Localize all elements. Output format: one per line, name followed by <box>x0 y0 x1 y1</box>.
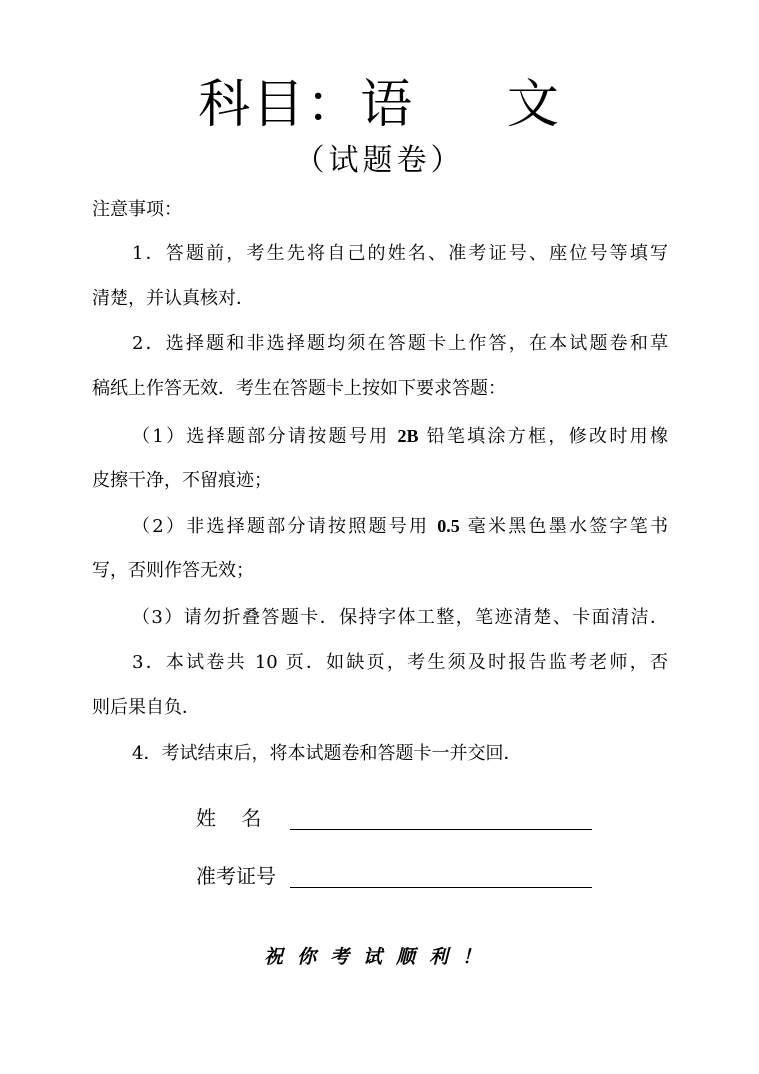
notice-item-1-line-1: 1．答题前，考生先将自己的姓名、准考证号、座位号等填写 <box>132 243 668 264</box>
notice-sub-1-line-2: 皮擦干净，不留痕迹； <box>92 470 272 491</box>
notice-item-3-line-1: 3．本试卷共 10 页．如缺页，考生须及时报告监考老师，否 <box>132 652 668 673</box>
notice-sub-1-pencil: 2B <box>397 426 419 446</box>
notice-item-3-line-2: 则后果自负． <box>92 697 200 718</box>
notice-sub-2-pen: 0.5 <box>437 516 460 536</box>
notice-item-4-line-1: 4．考试结束后，将本试题卷和答题卡一并交回． <box>132 743 522 764</box>
notice-sub-1-pre: （1）选择题部分请按题号用 <box>132 426 398 447</box>
good-luck-message: 祝你考试顺利！ <box>263 946 495 968</box>
exam-title: 科目：语 文 <box>198 75 561 135</box>
name-label: 姓 名 <box>196 806 262 830</box>
notice-item-1-line-2: 清楚，并认真核对． <box>92 288 254 309</box>
exam-subtitle: （试题卷） <box>294 143 465 178</box>
notice-sub-2-pre: （2）非选择题部分请按照题号用 <box>132 516 438 537</box>
notice-sub-3-line-1: （3）请勿折叠答题卡．保持字体工整，笔迹清楚、卡面清洁． <box>132 607 668 628</box>
notice-sub-2-line-1 <box>132 514 668 539</box>
notice-sub-2-line-2: 写，否则作答无效； <box>92 560 254 581</box>
notice-item-2-line-2: 稿纸上作答无效．考生在答题卡上按如下要求答题： <box>92 378 506 399</box>
name-field[interactable] <box>290 829 592 830</box>
exam-id-field[interactable] <box>290 887 592 888</box>
exam-id-label: 准考证号 <box>196 864 276 888</box>
notice-sub-1-line-1 <box>132 424 668 449</box>
notice-heading: 注意事项： <box>92 199 182 220</box>
notice-item-2-line-1: 2．选择题和非选择题均须在答题卡上作答，在本试题卷和草 <box>132 333 668 354</box>
notice-sub-1-post: 铅笔填涂方框，修改时用橡 <box>418 426 668 447</box>
notice-sub-2-post: 毫米黑色墨水签字笔书 <box>459 516 668 537</box>
